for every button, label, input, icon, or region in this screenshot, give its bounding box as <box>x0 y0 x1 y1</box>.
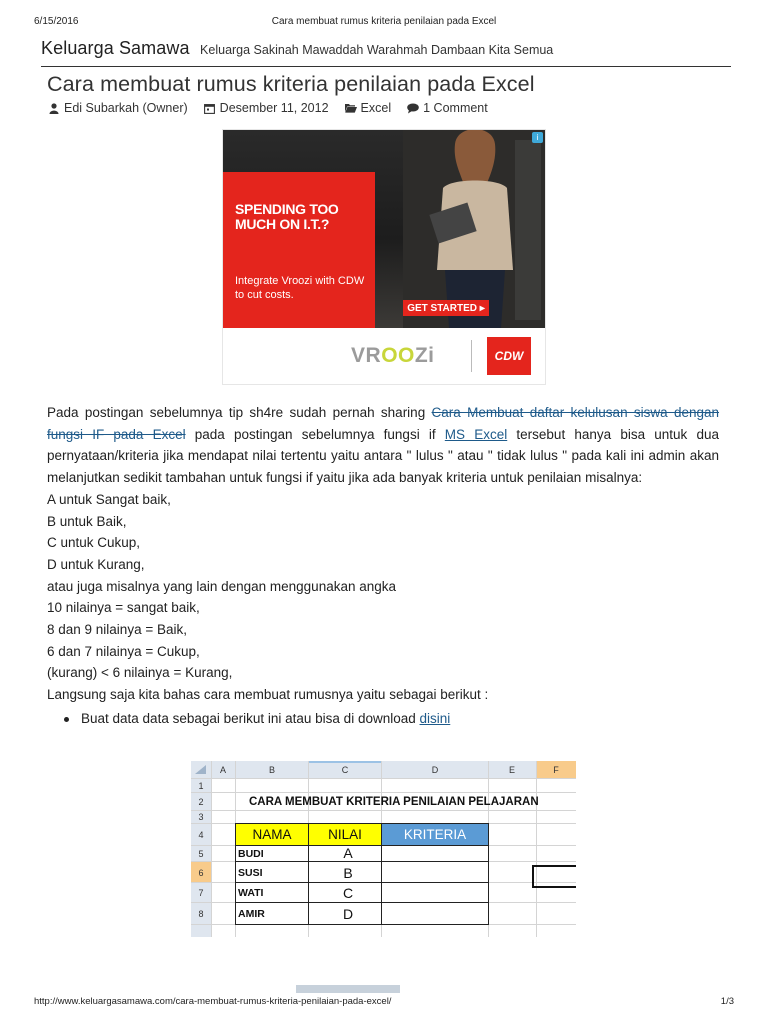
article-line: B untuk Baik, <box>47 513 127 529</box>
ad-headline-line: SPENDING <box>235 201 306 217</box>
article-line: 8 dan 9 nilainya = Baik, <box>47 622 187 638</box>
article-line: (kurang) < 6 nilainya = Kurang, <box>47 665 233 681</box>
table-cell: SUSI <box>238 867 263 879</box>
table-cell: WATI <box>238 887 264 899</box>
row-header: 7 <box>198 888 204 898</box>
page-number: 1/3 <box>720 996 734 1007</box>
advertisement[interactable] <box>222 129 546 385</box>
row-header: 1 <box>198 781 204 791</box>
table-cell: A <box>343 845 353 861</box>
page-url: http://www.keluargasamawa.com/cara-membuat-rumus-kriteria-penilaian-pada-excel/ <box>34 996 392 1007</box>
print-date: 6/15/2016 <box>34 16 79 27</box>
table-header: NAMA <box>252 827 292 842</box>
article-line: atau juga misalnya yang lain dengan menggunakan angka <box>47 578 397 594</box>
bullet-text: Buat data data sebagai berikut ini atau bisa di download <box>81 710 420 726</box>
article-line: D untuk Kurang, <box>47 556 145 572</box>
vroozi-logo-part: OO <box>381 344 415 367</box>
table-cell: B <box>343 865 353 881</box>
post-meta <box>48 101 488 115</box>
row-header: 8 <box>198 909 204 919</box>
intro-text: pada postingan sebelumnya fungsi if <box>185 426 445 442</box>
excel-screenshot <box>191 761 576 937</box>
user-icon <box>48 102 60 114</box>
post-title: Cara membuat rumus kriteria penilaian pada Excel <box>47 72 535 96</box>
intro-text: Pada postingan sebelumnya tip sh4re sudah pernah sharing <box>47 405 432 420</box>
download-link[interactable]: disini <box>419 710 451 726</box>
column-header: E <box>508 765 516 775</box>
column-header: A <box>219 765 227 775</box>
row-header: 2 <box>198 797 204 807</box>
table-header: KRITERIA <box>403 827 467 842</box>
table-cell: D <box>342 906 354 922</box>
ad-headline-line: ON I.T.? <box>279 216 330 232</box>
intro-text: tersebut hanya bisa untuk dua pernyataan/kriteria jika mendapat nilai tertentu yaitu antara " lulus " atau " tidak lulus " pada kali ini admin akan melanjutkan sedikit tambahan untuk fungsi if yaitu jika ada banyak kriteria untuk penilaian misalnya: <box>47 426 719 486</box>
column-header: D <box>431 765 439 775</box>
ad-logos <box>223 328 545 384</box>
sheet-title: CARA MEMBUAT KRITERIA PENILAIAN PELAJARAN <box>249 796 539 808</box>
calendar-icon <box>204 102 216 114</box>
category-link[interactable]: Excel <box>360 101 392 115</box>
comments-link[interactable]: 1 Comment <box>423 101 488 115</box>
cdw-logo: CDW <box>487 337 531 375</box>
vroozi-logo <box>351 344 435 368</box>
row-header: 3 <box>198 812 204 822</box>
site-header <box>41 38 731 67</box>
column-header: B <box>268 765 276 775</box>
ad-get-started-button[interactable]: GET STARTED ▸ <box>403 300 489 316</box>
ad-headline-line: TOO MUCH <box>235 201 339 232</box>
post-date[interactable]: Desember 11, 2012 <box>219 101 329 115</box>
comment-icon <box>407 102 419 114</box>
bullet-dot <box>64 717 69 722</box>
table-header: NILAI <box>328 827 362 842</box>
vroozi-logo-part: VR <box>351 344 382 367</box>
row-header: 6 <box>198 868 204 878</box>
list-item <box>47 708 719 730</box>
row-header: 4 <box>198 830 204 840</box>
adchoices-icon[interactable]: i <box>532 132 543 143</box>
table-cell: AMIR <box>238 908 265 920</box>
site-tagline: Keluarga Sakinah Mawaddah Warahmah Dambaan Kita Semua <box>200 43 554 57</box>
article-line: 6 dan 7 nilainya = Cukup, <box>47 643 200 659</box>
ms-excel-link[interactable]: MS Excel <box>444 426 508 442</box>
article-line: C untuk Cukup, <box>47 535 141 551</box>
row-header: 5 <box>198 849 204 859</box>
article-line: Langsung saja kita bahas cara membuat rumusnya yaitu sebagai berikut : <box>47 687 489 703</box>
ad-body <box>235 274 375 302</box>
article-line: 10 nilainya = sangat baik, <box>47 600 200 616</box>
article-body <box>47 402 719 730</box>
ad-headline <box>235 202 375 232</box>
previous-post-link[interactable]: Cara Membuat daftar kelulusan siswa dengan fungsi IF pada Excel <box>47 405 720 442</box>
column-header: F <box>553 765 559 775</box>
intro-paragraph <box>47 402 719 489</box>
table-cell: C <box>342 885 354 901</box>
article-line: A untuk Sangat baik, <box>47 491 171 507</box>
ad-body-line: Integrate Vroozi <box>235 275 313 287</box>
column-header: C <box>341 765 349 775</box>
print-header <box>0 12 768 26</box>
ad-body-line: with CDW to cut costs. <box>235 275 365 301</box>
site-name-link[interactable]: Keluarga Samawa <box>41 38 190 58</box>
image-caption-placeholder <box>296 985 400 993</box>
table-cell: BUDI <box>238 848 264 860</box>
author-link[interactable]: Edi Subarkah (Owner) <box>64 101 188 115</box>
ad-red-panel <box>223 172 375 328</box>
ad-logo-divider <box>471 340 472 372</box>
folder-icon <box>345 102 357 114</box>
print-title: Cara membuat rumus kriteria penilaian pada Excel <box>271 16 497 27</box>
vroozi-logo-part: Zi <box>414 344 435 367</box>
